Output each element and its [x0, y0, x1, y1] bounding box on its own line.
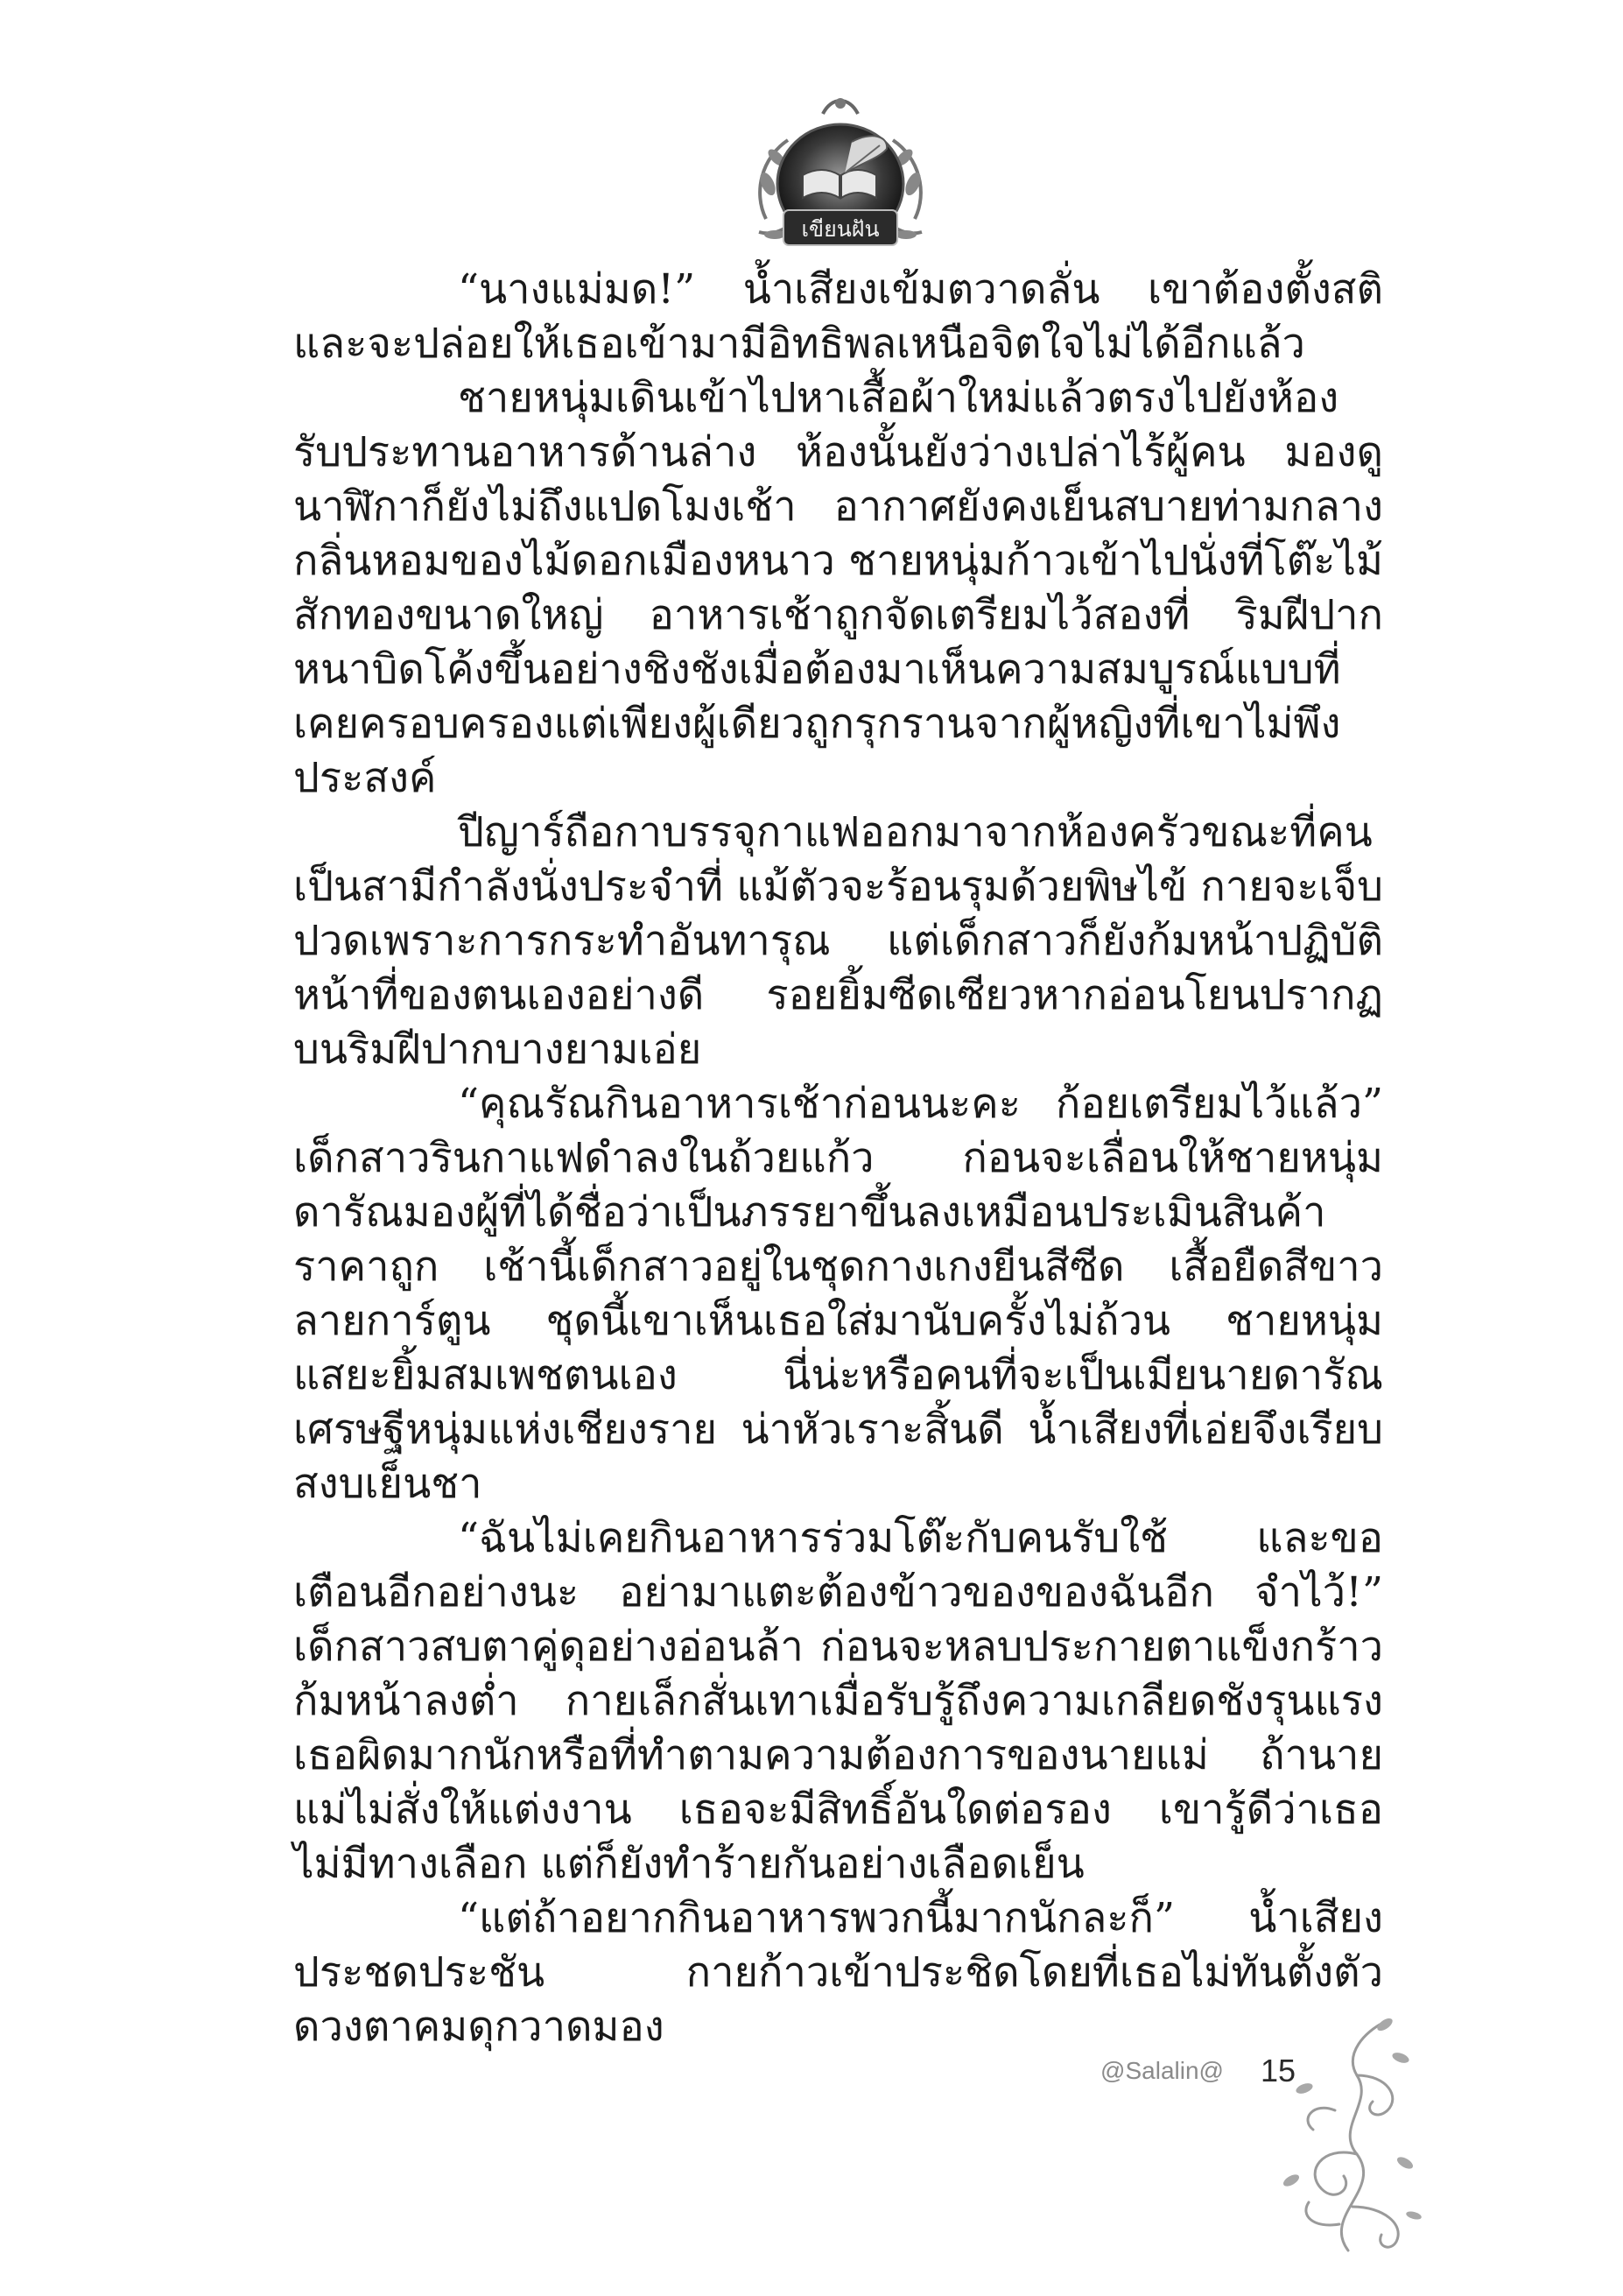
logo-text: เขียนฝัน — [801, 216, 880, 242]
publisher-logo — [748, 88, 932, 254]
paragraph: “ฉันไม่เคยกินอาหารร่วมโต๊ะกับคนรับใช้ และขอเตือนอีกอย่างนะ อย่ามาแตะต้องข้าวของของฉันอีก จำไว้!” เด็กสาวสบตาคู่ดุอย่างอ่อนล้า ก่อนจะหลบประกายตาแข็งกร้าวก้มหน้าลงต่ำ กายเล็กสั่นเทาเมื่อรับรู้ถึงความเกลียดชังรุนแรง เธอผิดมากนักหรือที่ทำตามความต้องการของนายแม่ ถ้านายแม่ไม่สั่งให้แต่งงาน เธอจะมีสิทธิ์อันใดต่อรอง เขารู้ดีว่าเธอไม่มีทางเลือก แต่ก็ยังทำร้ายกันอย่างเลือดเย็น — [293, 1514, 1383, 1888]
paragraph: “แต่ถ้าอยากกินอาหารพวกนี้มากนักละก็” น้ำเสียงประชดประชัน กายก้าวเข้าประชิดโดยที่เธอไม่ทันตั้งตัว ดวงตาคมดุกวาดมอง — [293, 1894, 1383, 2051]
page-number: 15 — [1260, 2053, 1296, 2088]
paragraph: “คุณรัณกินอาหารเช้าก่อนนะคะ ก้อยเตรียมไว้แล้ว” เด็กสาวรินกาแฟดำลงในถ้วยแก้ว ก่อนจะเลื่อนให้ชายหนุ่ม ดารัณมองผู้ที่ได้ชื่อว่าเป็นภรรยาขึ้นลงเหมือนประเมินสินค้าราคาถูก เช้านี้เด็กสาวอยู่ในชุดกางเกงยีนสีซีด เสื้อยืดสีขาวลายการ์ตูน ชุดนี้เขาเห็นเธอใส่มานับครั้งไม่ถ้วน ชายหนุ่มแสยะยิ้มสมเพชตนเอง นี่น่ะหรือคนที่จะเป็นเมียนายดารัณ เศรษฐีหนุ่มแห่งเชียงราย น่าหัวเราะสิ้นดี น้ำเสียงที่เอ่ยจึงเรียบสงบเย็นชา — [293, 1080, 1383, 1508]
paragraph: ปีญาร์ถือกาบรรจุกาแฟออกมาจากห้องครัวขณะที่คนเป็นสามีกำลังนั่งประจำที่ แม้ตัวจะร้อนรุมด้วยพิษไข้ กายจะเจ็บปวดเพราะการกระทำอันทารุณ แต่เด็กสาวก็ยังก้มหน้าปฏิบัติหน้าที่ของตนเองอย่างดี รอยยิ้มซีดเซียวหากอ่อนโยนปรากฏบนริมฝีปากบางยามเอ่ย — [293, 808, 1383, 1074]
open-book-quill-emblem-icon — [748, 88, 932, 254]
paragraph: ชายหนุ่มเดินเข้าไปหาเสื้อผ้าใหม่แล้วตรงไปยังห้องรับประทานอาหารด้านล่าง ห้องนั้นยังว่างเปล่าไร้ผู้คน มองดูนาฬิกาก็ยังไม่ถึงแปดโมงเช้า อากาศยังคงเย็นสบายท่ามกลางกลิ่นหอมของไม้ดอกเมืองหนาว ชายหนุ่มก้าวเข้าไปนั่งที่โต๊ะไม้สักทองขนาดใหญ่ อาหารเช้าถูกจัดเตรียมไว้สองที่ ริมฝีปากหนาบิดโค้งขึ้นอย่างชิงชังเมื่อต้องมาเห็นความสมบูรณ์แบบที่เคยครอบครองแต่เพียงผู้เดียวถูกรุกรานจากผู้หญิงที่เขาไม่พึงประสงค์ — [293, 374, 1383, 802]
author-credit: @Salalin@ — [1100, 2057, 1224, 2084]
story-text — [293, 263, 1383, 2054]
page-footer — [980, 2049, 1296, 2093]
floral-swirl-ornament-icon — [1252, 2005, 1427, 2259]
paragraph: “นางแม่มด!” น้ำเสียงเข้มตวาดลั่น เขาต้องตั้งสติและจะปล่อยให้เธอเข้ามามีอิทธิพลเหนือจิตใจไม่ได้อีกแล้ว — [293, 265, 1383, 368]
